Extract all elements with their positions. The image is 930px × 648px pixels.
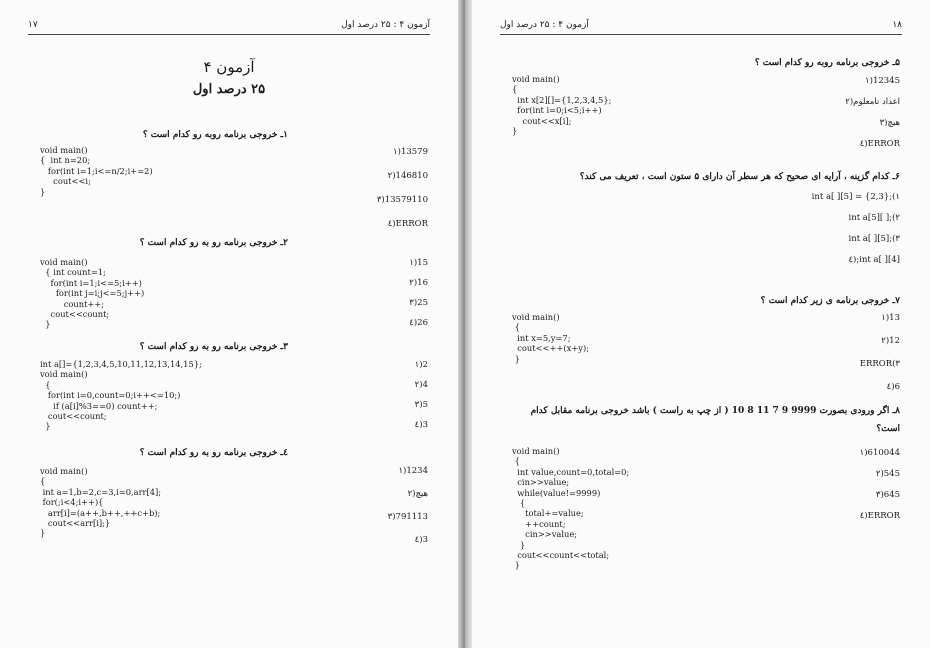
question-7-option-1: 13(۱ bbox=[881, 313, 900, 323]
right-page-header bbox=[500, 20, 902, 35]
question-7: ۷ـ خروجی برنامه ی زیر کدام است ؟ bbox=[760, 296, 900, 306]
question-6-options bbox=[812, 192, 900, 265]
right-running-head: آزمون ۴ : ۲۵ درصد اول bbox=[500, 20, 589, 30]
question-2-option-3: 25(۳ bbox=[409, 298, 428, 308]
question-8: ۸ـ اگر ورودی بصورت 9999 9 7 11 8 10 ( از چپ به راست ) باشد خروجی برنامه مقابل کدام bbox=[530, 406, 900, 416]
book-spine bbox=[458, 0, 472, 648]
question-1-option-1: 13579(۱ bbox=[393, 147, 428, 157]
question-1-option-2: 146810(۲ bbox=[387, 171, 428, 181]
question-3-option-3: 5(۳ bbox=[414, 400, 428, 410]
question-7-options bbox=[860, 313, 900, 392]
question-8-line-2: است؟ bbox=[876, 424, 900, 434]
question-4: ٤ـ خروجی برنامه رو به رو کدام است ؟ bbox=[139, 448, 288, 458]
question-5-options bbox=[845, 76, 900, 149]
question-5-option-1: 12345(۱ bbox=[865, 76, 900, 86]
question-1-code: void main() { int n=20; for(int i=1;i<=n/2;i+=2) cout<<i; } bbox=[40, 145, 153, 197]
question-7-code: void main() { int x=5,y=7; cout<<++(x+y); } bbox=[512, 312, 589, 364]
question-6-option-4: int a[ ][4];(٤ bbox=[848, 255, 900, 265]
question-3-code: int a[]={1,2,3,4,5,10,11,12,13,14,15}; void main() { for(int i=0,count=0;i++<=10;) if (a[i]%3==0) count++; cout<<count; } bbox=[40, 359, 202, 432]
question-3-options bbox=[415, 360, 428, 430]
question-1-option-3: 13579110(۳ bbox=[376, 195, 428, 205]
question-2-option-1: 15(۱ bbox=[409, 258, 428, 268]
question-8-code: void main() { int value,count=0,total=0; cin>>value; while(value!=9999) { total+=value; ++count; cin>>value; } cout<<count<<total; } bbox=[512, 446, 630, 571]
question-2-code: void main() { int count=1; for(int i=1;i<=5;i++) for(int j=i;j<=5;j++) count++; cout<<count; } bbox=[40, 257, 145, 330]
left-page-header bbox=[28, 20, 430, 35]
question-5-option-2: اعداد نامعلوم(۲ bbox=[845, 97, 900, 107]
question-2-options bbox=[409, 258, 428, 328]
question-6-option-2: int a[5][ ];(۲ bbox=[848, 213, 900, 223]
question-2-option-2: 16(۲ bbox=[409, 278, 428, 288]
question-4-option-1: 1234(۱ bbox=[398, 466, 428, 476]
question-6-option-3: int a[ ][5];(۳ bbox=[848, 234, 900, 244]
question-1: ۱ـ خروجی برنامه روبه رو کدام است ؟ bbox=[142, 130, 288, 140]
question-3: ۳ـ خروجی برنامه رو به رو کدام است ؟ bbox=[139, 342, 288, 352]
question-8-option-2: 545(۲ bbox=[875, 469, 900, 479]
question-8-option-4: ERROR(٤ bbox=[859, 511, 900, 521]
left-page-number: ۱۷ bbox=[28, 20, 38, 30]
right-page-number: ۱۸ bbox=[892, 20, 902, 30]
question-1-option-4: ERROR(٤ bbox=[387, 219, 428, 229]
question-4-code: void main() { int a=1,b=2,c=3,i=0,arr[4]; for(;i<4;i++){ arr[i]=(a++,b++,++c+b); cout<<arr[i];} } bbox=[40, 466, 162, 539]
question-5-option-4: ERROR(٤ bbox=[859, 139, 900, 149]
question-6-option-1: int a[ ][5] = {2,3};(۱ bbox=[811, 192, 900, 202]
question-3-option-4: 3(٤ bbox=[414, 420, 428, 430]
question-7-option-2: 12(۲ bbox=[881, 336, 900, 346]
question-6: ۶ـ کدام گزینه ، آرایه ای صحیح که هر سطر آن دارای ۵ ستون است ، تعریف می کند؟ bbox=[579, 172, 900, 182]
question-8-option-1: 610044(۱ bbox=[859, 448, 900, 458]
exam-subtitle: ۲۵ درصد اول bbox=[192, 82, 266, 97]
question-5: ۵ـ خروجی برنامه روبه رو کدام است ؟ bbox=[754, 58, 900, 68]
question-2-option-4: 26(٤ bbox=[409, 318, 428, 328]
question-4-option-4: 3(٤ bbox=[414, 535, 428, 545]
question-4-option-2: هیچ(۲ bbox=[407, 489, 428, 499]
left-page bbox=[0, 0, 458, 648]
question-8-option-3: 645(۳ bbox=[875, 490, 900, 500]
question-4-option-3: 791113(۳ bbox=[387, 512, 428, 522]
question-7-option-3: ERROR(۳ bbox=[859, 359, 900, 369]
question-5-option-3: هیچ(۳ bbox=[879, 118, 900, 128]
right-page bbox=[472, 0, 930, 648]
question-3-option-1: 2(۱ bbox=[414, 360, 428, 370]
question-7-option-4: 6(٤ bbox=[886, 382, 900, 392]
question-8-options bbox=[860, 448, 900, 521]
question-3-option-2: 4(۲ bbox=[414, 380, 428, 390]
question-1-options bbox=[377, 147, 428, 229]
left-running-head: آزمون ۴ : ۲۵ درصد اول bbox=[341, 20, 430, 30]
question-4-options bbox=[388, 466, 428, 545]
exam-title: آزمون ۴ bbox=[203, 58, 255, 76]
question-5-code: void main() { int x[2][]={1,2,3,4,5}; for(int i=0;i<5;i++) cout<<x[i]; } bbox=[512, 74, 612, 137]
question-2: ۲ـ خروجی برنامه رو به رو کدام است ؟ bbox=[139, 238, 288, 248]
